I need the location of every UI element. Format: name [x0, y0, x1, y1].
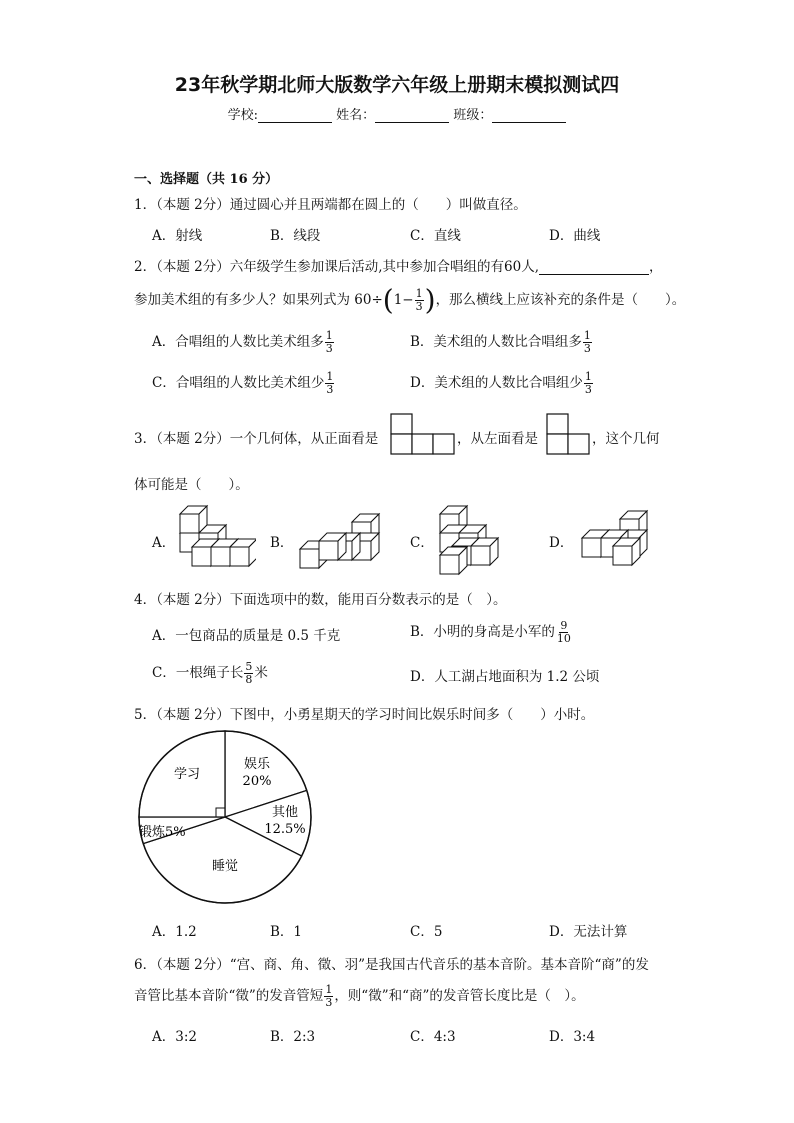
name-label: 姓名：: [336, 108, 376, 123]
q5-option-b[interactable]: B．1: [270, 924, 303, 940]
q3-option-c[interactable]: C．: [410, 535, 434, 551]
left-paren-icon: (: [382, 283, 394, 317]
q1-stem: 1．（本题 2分）通过圆心并且两端都在圆上的（ ）叫做直径。: [134, 197, 527, 213]
q2-option-a[interactable]: A．合唱组的人数比美术组多 $\frac{1}{3}$: [152, 329, 333, 355]
q5-stem: 5．（本题 2分）下图中，小勇星期天的学习时间比娱乐时间多（ ）小时。: [134, 707, 595, 723]
q6-stem-line2: 音管比基本音阶“徵”的发音管短 $\frac{1}{3}$ ，则“徵”和“商”的发音管长度比是（ ）。: [134, 983, 585, 1009]
q4-option-d[interactable]: D．人工湖占地面积为 1.2 公顷: [410, 669, 600, 685]
cube-figure-c-icon: [432, 500, 504, 576]
q3-option-d[interactable]: D．: [549, 535, 574, 551]
section-header: 一、选择题（共 16 分）: [134, 172, 279, 187]
class-label: 班级：: [453, 108, 493, 123]
q2-option-d[interactable]: D．美术组的人数比合唱组少 $\frac{1}{3}$: [410, 370, 592, 396]
q6-option-d[interactable]: D．3:4: [549, 1029, 596, 1045]
q4-stem: 4．（本题 2分）下面选项中的数，能用百分数表示的是（ ）。: [134, 592, 507, 608]
q2-option-c[interactable]: C．合唱组的人数比美术组少 $\frac{1}{3}$: [152, 370, 334, 396]
q4-option-c[interactable]: C．一根绳子长 $\frac{5}{8}$ 米: [152, 660, 268, 686]
q3-stem-line1-b: ，从左面看是: [457, 431, 538, 447]
q1-option-c[interactable]: C．直线: [410, 228, 461, 244]
pie-label-1: 其他: [271, 805, 299, 820]
q3-option-a[interactable]: A．: [152, 535, 176, 551]
q1-option-d[interactable]: D．曲线: [549, 228, 601, 244]
q5-option-d[interactable]: D．无法计算: [549, 924, 628, 940]
q2-fraction: $\frac{1}{3}$: [415, 287, 423, 313]
q2-stem-text: 2．（本题 2分）六年级学生参加课后活动,其中参加合唱组的有60人,: [134, 259, 539, 275]
pie-label-2: 睡觉: [211, 859, 239, 874]
q5-option-c[interactable]: C．5: [410, 924, 443, 940]
name-blank[interactable]: [375, 108, 449, 123]
pie-value-0: 20%: [242, 774, 272, 789]
q3-stem-line2: 体可能是（ ）。: [134, 477, 249, 493]
q6-option-b[interactable]: B．2:3: [270, 1029, 316, 1045]
q2-stem-prefix: 参加美术组的有多少人？如果列式为 60÷: [134, 292, 383, 308]
q2-stem-line1: [134, 255, 662, 275]
q2-stem-suffix: ，那么横线上应该补充的条件是（ ）。: [435, 292, 686, 308]
pie-value-1: 12.5%: [264, 822, 306, 837]
q2-stem-line2: [134, 284, 685, 316]
cube-figure-b-icon: [296, 500, 386, 572]
q1-option-a[interactable]: A．射线: [152, 228, 203, 244]
cube-figure-a-icon: [172, 500, 256, 572]
school-blank[interactable]: [258, 108, 332, 123]
q3-stem-line1-c: ，这个几何: [592, 431, 660, 447]
q6-option-c[interactable]: C．4:3: [410, 1029, 456, 1045]
pie-label-4: 学习: [173, 767, 201, 782]
q4-option-a[interactable]: A．一包商品的质量是 0.5 千克: [152, 628, 341, 644]
page-title: 23年秋学期北师大版数学六年级上册期末模拟测试四: [174, 74, 620, 96]
class-blank[interactable]: [492, 108, 566, 123]
q2-option-b[interactable]: B．美术组的人数比合唱组多 $\frac{1}{3}$: [410, 329, 591, 355]
pie-label-3: 锻炼5%: [139, 825, 186, 840]
q3-stem-line1-a: 3．（本题 2分）一个几何体，从正面看是: [134, 431, 379, 447]
q6-fraction: $\frac{1}{3}$: [325, 983, 333, 1009]
cube-figure-d-icon: [574, 500, 658, 572]
student-info-line: [0, 104, 794, 123]
q1-option-b[interactable]: B．线段: [270, 228, 321, 244]
q2-expr-one: 1−: [393, 292, 414, 308]
q2-stem-comma: ，: [648, 259, 663, 275]
front-view-icon: [390, 413, 456, 455]
left-view-icon: [546, 413, 590, 455]
school-label: 学校:: [227, 108, 259, 123]
q2-answer-blank[interactable]: [539, 260, 649, 275]
q5-option-a[interactable]: A．1.2: [152, 924, 197, 940]
q6-option-a[interactable]: A．3:2: [152, 1029, 197, 1045]
pie-label-0: 娱乐: [243, 757, 271, 772]
pie-chart: [130, 728, 320, 906]
q3-option-b[interactable]: B．: [270, 535, 294, 551]
q4-option-b[interactable]: B．小明的身高是小军的 $\frac{9}{10}$: [410, 619, 571, 645]
right-paren-icon: ): [424, 283, 436, 317]
q6-stem-line1: 6．（本题 2分）“宫、商、角、徵、羽”是我国古代音乐的基本音阶。基本音阶“商”的发: [134, 957, 649, 973]
